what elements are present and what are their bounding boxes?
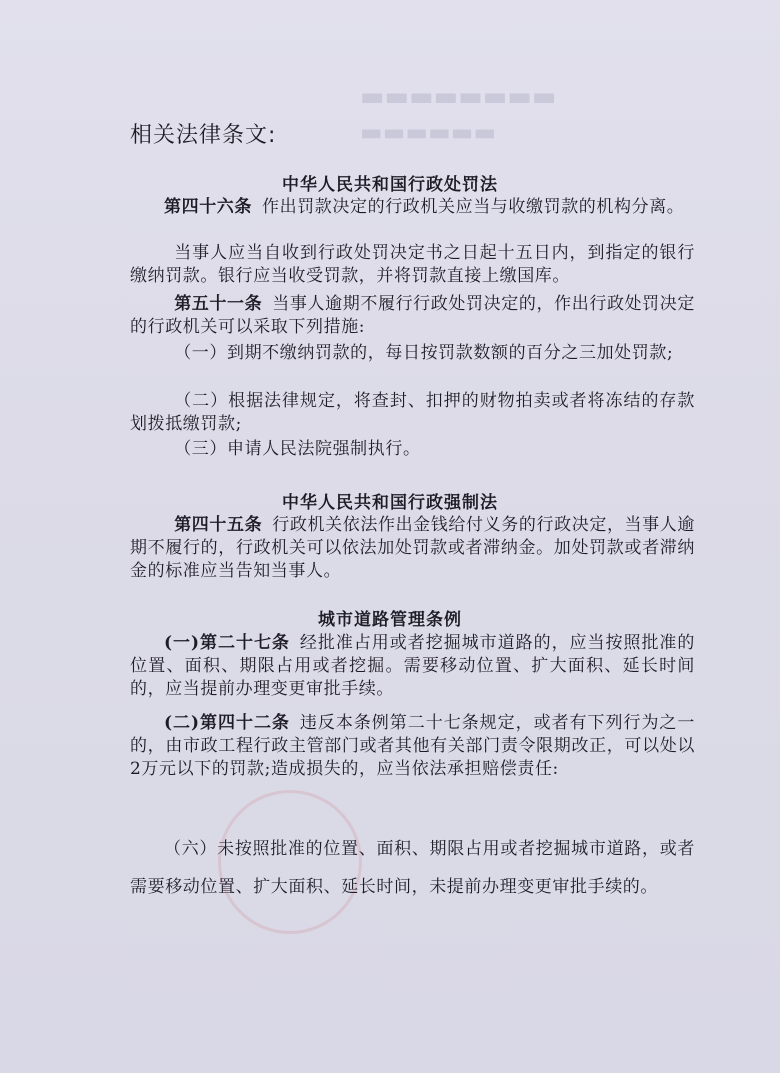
section-title: 中华人民共和国行政强制法: [282, 493, 498, 513]
article-number: (一)第二十七条: [164, 633, 290, 653]
law-paragraph: [130, 632, 695, 701]
law-paragraph: [130, 438, 695, 461]
article-number: (二)第四十二条: [164, 713, 290, 733]
article-text: （二）根据法律规定，将查封、扣押的财物拍卖或者将冻结的存款划拨抵缴罚款;: [130, 391, 695, 434]
article-number: 第四十六条: [164, 197, 252, 217]
law-paragraph: [130, 242, 695, 288]
article-text: 当事人应当自收到行政处罚决定书之日起十五日内，到指定的银行缴纳罚款。银行应当收受罚款，并将罚款直接上缴国库。: [130, 243, 695, 286]
bleed-through-mark: ▬▬▬▬▬▬: [360, 118, 497, 146]
law-paragraph: [130, 196, 695, 219]
article-text: （一）到期不缴纳罚款的，每日按罚款数额的百分之三加处罚款;: [174, 343, 674, 363]
section-title: 城市道路管理条例: [318, 610, 462, 630]
article-number: 第四十五条: [174, 515, 263, 535]
law-paragraph: [130, 514, 695, 583]
bleed-through-mark: ▬▬▬▬▬▬▬▬: [360, 82, 557, 112]
article-number: 第五十一条: [174, 294, 263, 314]
article-text: （三）申请人民法院强制执行。: [174, 439, 421, 459]
section-title: 中华人民共和国行政处罚法: [282, 175, 498, 195]
law-paragraph: [130, 390, 695, 436]
law-paragraph: [130, 342, 695, 365]
article-text: 经批准占用或者挖掘城市道路的，应当按照批准的位置、面积、期限占用或者挖掘。需要移动位置、扩大面积、延长时间的，应当提前办理变更审批手续。: [130, 633, 696, 699]
page-heading: 相关法律条文:: [130, 123, 277, 148]
law-paragraph: [130, 830, 695, 906]
article-text: （六）未按照批准的位置、面积、期限占用或者挖掘城市道路，或者需要移动位置、扩大面积、延长时间，未提前办理变更审批手续的。: [130, 839, 695, 897]
article-text: 作出罚款决定的行政机关应当与收缴罚款的机构分离。: [262, 197, 685, 217]
law-paragraph: [130, 712, 695, 781]
article-text: 违反本条例第二十七条规定，或者有下列行为之一的，由市政工程行政主管部门或者其他有关部门责令限期改正，可以处以2万元以下的罚款;造成损失的，应当依法承担赔偿责任:: [130, 713, 696, 779]
article-text: 当事人逾期不履行行政处罚决定的，作出行政处罚决定的行政机关可以采取下列措施:: [130, 294, 695, 337]
article-text: 行政机关依法作出金钱给付义务的行政决定，当事人逾期不履行的，行政机关可以依法加处罚款或者滞纳金。加处罚款或者滞纳金的标准应当告知当事人。: [130, 515, 695, 581]
law-paragraph: [130, 293, 695, 339]
